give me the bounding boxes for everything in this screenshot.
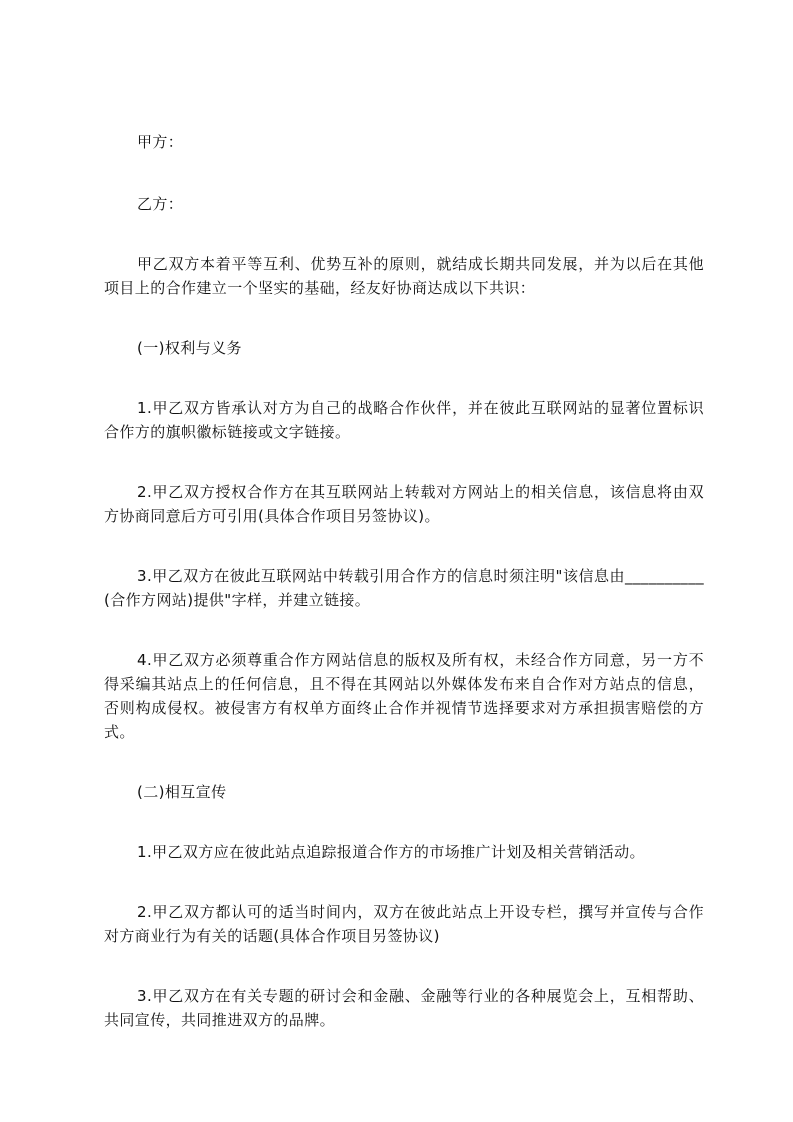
party-a-line: 甲方： — [137, 133, 184, 151]
clause-1-1: 1.甲乙双方皆承认对方为自己的战略合作伙伴，并在彼此互联网站的显著位置标识合作方的旗帜徽标链接或文字链接。 — [104, 399, 704, 441]
clause-1-4: 4.甲乙双方必须尊重合作方网站信息的版权及所有权，未经合作方同意，另一方不得采编其站点上的任何信息，且不得在其网站以外媒体发布来自合作对方站点的信息，否则构成侵权。被侵害方有权单方面终止合作并视情节选择要求对方承担损害赔偿的方式。 — [104, 651, 704, 741]
section-heading-rights: (一)权利与义务 — [137, 339, 242, 357]
intro-paragraph: 甲乙双方本着平等互利、优势互补的原则，就结成长期共同发展，并为以后在其他项目上的合作建立一个坚实的基础，经友好协商达成以下共识： — [104, 255, 704, 297]
clause-2-2: 2.甲乙双方都认可的适当时间内，双方在彼此站点上开设专栏，撰写并宣传与合作对方商业行为有关的话题(具体合作项目另签协议) — [104, 903, 704, 945]
clause-1-2: 2.甲乙双方授权合作方在其互联网站上转载对方网站上的相关信息，该信息将由双方协商同意后方可引用(具体合作项目另签协议)。 — [104, 483, 704, 525]
clause-2-1: 1.甲乙双方应在彼此站点追踪报道合作方的市场推广计划及相关营销活动。 — [137, 843, 645, 861]
document-body — [104, 130, 704, 1032]
clause-1-3: 3.甲乙双方在彼此互联网站中转载引用合作方的信息时须注明"该信息由__________(合作方网站)提供"字样，并建立链接。 — [104, 567, 704, 609]
party-b-line: 乙方： — [137, 195, 184, 213]
section-heading-promotion: (二)相互宣传 — [137, 783, 227, 801]
clause-2-3: 3.甲乙双方在有关专题的研讨会和金融、金融等行业的各种展览会上，互相帮助、共同宣传，共同推进双方的品牌。 — [104, 987, 704, 1029]
